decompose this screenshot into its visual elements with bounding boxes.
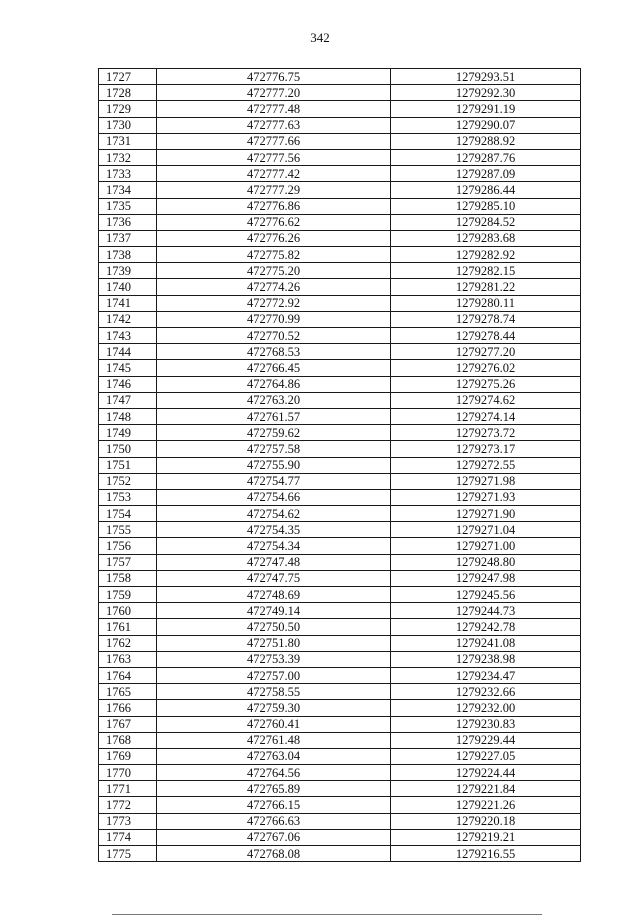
coordinate-table — [98, 68, 581, 862]
table-row — [99, 587, 581, 603]
y-coordinate-cell: 1279273.17 — [391, 441, 581, 457]
y-coordinate-cell: 1279271.93 — [391, 489, 581, 505]
table-row — [99, 376, 581, 392]
point-number-cell: 1751 — [99, 457, 157, 473]
point-number-cell: 1755 — [99, 522, 157, 538]
table-row — [99, 279, 581, 295]
x-coordinate-cell: 472764.56 — [157, 765, 391, 781]
point-number-cell: 1731 — [99, 133, 157, 149]
y-coordinate-cell: 1279277.20 — [391, 344, 581, 360]
table-row — [99, 732, 581, 748]
table-row — [99, 392, 581, 408]
table-row — [99, 457, 581, 473]
y-coordinate-cell: 1279244.73 — [391, 603, 581, 619]
y-coordinate-cell: 1279276.02 — [391, 360, 581, 376]
y-coordinate-cell: 1279229.44 — [391, 732, 581, 748]
table-row — [99, 328, 581, 344]
table-row — [99, 149, 581, 165]
x-coordinate-cell: 472759.30 — [157, 700, 391, 716]
x-coordinate-cell: 472777.29 — [157, 182, 391, 198]
x-coordinate-cell: 472777.56 — [157, 149, 391, 165]
x-coordinate-cell: 472758.55 — [157, 684, 391, 700]
x-coordinate-cell: 472775.82 — [157, 247, 391, 263]
y-coordinate-cell: 1279272.55 — [391, 457, 581, 473]
table-row — [99, 554, 581, 570]
point-number-cell: 1770 — [99, 765, 157, 781]
table-row — [99, 295, 581, 311]
table-row — [99, 344, 581, 360]
y-coordinate-cell: 1279241.08 — [391, 635, 581, 651]
table-row — [99, 684, 581, 700]
point-number-cell: 1753 — [99, 489, 157, 505]
table-row — [99, 813, 581, 829]
table-row — [99, 635, 581, 651]
y-coordinate-cell: 1279220.18 — [391, 813, 581, 829]
table-row — [99, 425, 581, 441]
point-number-cell: 1761 — [99, 619, 157, 635]
x-coordinate-cell: 472777.20 — [157, 85, 391, 101]
y-coordinate-cell: 1279224.44 — [391, 765, 581, 781]
table-row — [99, 846, 581, 862]
point-number-cell: 1773 — [99, 813, 157, 829]
x-coordinate-cell: 472777.48 — [157, 101, 391, 117]
point-number-cell: 1759 — [99, 587, 157, 603]
x-coordinate-cell: 472748.69 — [157, 587, 391, 603]
table-row — [99, 214, 581, 230]
x-coordinate-cell: 472754.34 — [157, 538, 391, 554]
point-number-cell: 1727 — [99, 69, 157, 85]
table-row — [99, 506, 581, 522]
y-coordinate-cell: 1279278.74 — [391, 311, 581, 327]
point-number-cell: 1738 — [99, 247, 157, 263]
y-coordinate-cell: 1279293.51 — [391, 69, 581, 85]
x-coordinate-cell: 472774.26 — [157, 279, 391, 295]
table-row — [99, 69, 581, 85]
table-row — [99, 360, 581, 376]
table-row — [99, 829, 581, 845]
y-coordinate-cell: 1279242.78 — [391, 619, 581, 635]
table-row — [99, 230, 581, 246]
x-coordinate-cell: 472770.99 — [157, 311, 391, 327]
point-number-cell: 1765 — [99, 684, 157, 700]
y-coordinate-cell: 1279286.44 — [391, 182, 581, 198]
coordinate-table-container — [98, 68, 580, 862]
table-row — [99, 748, 581, 764]
point-number-cell: 1737 — [99, 230, 157, 246]
point-number-cell: 1752 — [99, 473, 157, 489]
table-row — [99, 781, 581, 797]
point-number-cell: 1756 — [99, 538, 157, 554]
table-row — [99, 408, 581, 424]
y-coordinate-cell: 1279282.92 — [391, 247, 581, 263]
x-coordinate-cell: 472747.75 — [157, 570, 391, 586]
point-number-cell: 1766 — [99, 700, 157, 716]
y-coordinate-cell: 1279275.26 — [391, 376, 581, 392]
y-coordinate-cell: 1279232.00 — [391, 700, 581, 716]
y-coordinate-cell: 1279287.76 — [391, 149, 581, 165]
table-row — [99, 619, 581, 635]
y-coordinate-cell: 1279282.15 — [391, 263, 581, 279]
point-number-cell: 1747 — [99, 392, 157, 408]
bottom-rule — [112, 914, 542, 915]
y-coordinate-cell: 1279290.07 — [391, 117, 581, 133]
x-coordinate-cell: 472749.14 — [157, 603, 391, 619]
x-coordinate-cell: 472754.35 — [157, 522, 391, 538]
table-row — [99, 247, 581, 263]
table-row — [99, 198, 581, 214]
table-row — [99, 117, 581, 133]
point-number-cell: 1748 — [99, 408, 157, 424]
y-coordinate-cell: 1279271.90 — [391, 506, 581, 522]
point-number-cell: 1767 — [99, 716, 157, 732]
x-coordinate-cell: 472768.08 — [157, 846, 391, 862]
table-row — [99, 441, 581, 457]
point-number-cell: 1768 — [99, 732, 157, 748]
x-coordinate-cell: 472776.86 — [157, 198, 391, 214]
x-coordinate-cell: 472751.80 — [157, 635, 391, 651]
point-number-cell: 1760 — [99, 603, 157, 619]
table-row — [99, 765, 581, 781]
y-coordinate-cell: 1279248.80 — [391, 554, 581, 570]
x-coordinate-cell: 472765.89 — [157, 781, 391, 797]
y-coordinate-cell: 1279234.47 — [391, 667, 581, 683]
y-coordinate-cell: 1279288.92 — [391, 133, 581, 149]
x-coordinate-cell: 472766.45 — [157, 360, 391, 376]
point-number-cell: 1733 — [99, 166, 157, 182]
y-coordinate-cell: 1279230.83 — [391, 716, 581, 732]
point-number-cell: 1744 — [99, 344, 157, 360]
x-coordinate-cell: 472772.92 — [157, 295, 391, 311]
x-coordinate-cell: 472761.48 — [157, 732, 391, 748]
point-number-cell: 1771 — [99, 781, 157, 797]
x-coordinate-cell: 472763.04 — [157, 748, 391, 764]
point-number-cell: 1741 — [99, 295, 157, 311]
table-row — [99, 85, 581, 101]
x-coordinate-cell: 472777.63 — [157, 117, 391, 133]
y-coordinate-cell: 1279280.11 — [391, 295, 581, 311]
table-row — [99, 101, 581, 117]
y-coordinate-cell: 1279245.56 — [391, 587, 581, 603]
x-coordinate-cell: 472764.86 — [157, 376, 391, 392]
y-coordinate-cell: 1279287.09 — [391, 166, 581, 182]
table-row — [99, 603, 581, 619]
table-row — [99, 716, 581, 732]
x-coordinate-cell: 472770.52 — [157, 328, 391, 344]
point-number-cell: 1746 — [99, 376, 157, 392]
point-number-cell: 1742 — [99, 311, 157, 327]
coordinate-table-body — [99, 69, 581, 862]
point-number-cell: 1739 — [99, 263, 157, 279]
y-coordinate-cell: 1279221.26 — [391, 797, 581, 813]
table-row — [99, 182, 581, 198]
point-number-cell: 1762 — [99, 635, 157, 651]
table-row — [99, 311, 581, 327]
point-number-cell: 1775 — [99, 846, 157, 862]
table-row — [99, 133, 581, 149]
point-number-cell: 1740 — [99, 279, 157, 295]
point-number-cell: 1745 — [99, 360, 157, 376]
point-number-cell: 1736 — [99, 214, 157, 230]
x-coordinate-cell: 472763.20 — [157, 392, 391, 408]
x-coordinate-cell: 472777.42 — [157, 166, 391, 182]
x-coordinate-cell: 472759.62 — [157, 425, 391, 441]
y-coordinate-cell: 1279284.52 — [391, 214, 581, 230]
y-coordinate-cell: 1279292.30 — [391, 85, 581, 101]
x-coordinate-cell: 472750.50 — [157, 619, 391, 635]
y-coordinate-cell: 1279219.21 — [391, 829, 581, 845]
x-coordinate-cell: 472776.26 — [157, 230, 391, 246]
y-coordinate-cell: 1279232.66 — [391, 684, 581, 700]
y-coordinate-cell: 1279281.22 — [391, 279, 581, 295]
y-coordinate-cell: 1279247.98 — [391, 570, 581, 586]
point-number-cell: 1754 — [99, 506, 157, 522]
x-coordinate-cell: 472766.15 — [157, 797, 391, 813]
y-coordinate-cell: 1279274.14 — [391, 408, 581, 424]
y-coordinate-cell: 1279271.04 — [391, 522, 581, 538]
table-row — [99, 700, 581, 716]
table-row — [99, 473, 581, 489]
point-number-cell: 1732 — [99, 149, 157, 165]
point-number-cell: 1764 — [99, 667, 157, 683]
point-number-cell: 1734 — [99, 182, 157, 198]
table-row — [99, 667, 581, 683]
point-number-cell: 1728 — [99, 85, 157, 101]
table-row — [99, 522, 581, 538]
y-coordinate-cell: 1279221.84 — [391, 781, 581, 797]
x-coordinate-cell: 472754.62 — [157, 506, 391, 522]
table-row — [99, 166, 581, 182]
y-coordinate-cell: 1279238.98 — [391, 651, 581, 667]
point-number-cell: 1743 — [99, 328, 157, 344]
x-coordinate-cell: 472757.58 — [157, 441, 391, 457]
point-number-cell: 1769 — [99, 748, 157, 764]
x-coordinate-cell: 472761.57 — [157, 408, 391, 424]
page-number: 342 — [310, 30, 330, 45]
y-coordinate-cell: 1279291.19 — [391, 101, 581, 117]
x-coordinate-cell: 472757.00 — [157, 667, 391, 683]
x-coordinate-cell: 472776.62 — [157, 214, 391, 230]
point-number-cell: 1763 — [99, 651, 157, 667]
table-row — [99, 570, 581, 586]
point-number-cell: 1757 — [99, 554, 157, 570]
y-coordinate-cell: 1279278.44 — [391, 328, 581, 344]
point-number-cell: 1730 — [99, 117, 157, 133]
table-row — [99, 263, 581, 279]
x-coordinate-cell: 472766.63 — [157, 813, 391, 829]
table-row — [99, 489, 581, 505]
y-coordinate-cell: 1279216.55 — [391, 846, 581, 862]
point-number-cell: 1774 — [99, 829, 157, 845]
y-coordinate-cell: 1279283.68 — [391, 230, 581, 246]
x-coordinate-cell: 472775.20 — [157, 263, 391, 279]
y-coordinate-cell: 1279285.10 — [391, 198, 581, 214]
point-number-cell: 1758 — [99, 570, 157, 586]
x-coordinate-cell: 472753.39 — [157, 651, 391, 667]
point-number-cell: 1772 — [99, 797, 157, 813]
x-coordinate-cell: 472747.48 — [157, 554, 391, 570]
y-coordinate-cell: 1279274.62 — [391, 392, 581, 408]
x-coordinate-cell: 472754.77 — [157, 473, 391, 489]
y-coordinate-cell: 1279227.05 — [391, 748, 581, 764]
x-coordinate-cell: 472755.90 — [157, 457, 391, 473]
table-row — [99, 538, 581, 554]
y-coordinate-cell: 1279271.00 — [391, 538, 581, 554]
x-coordinate-cell: 472754.66 — [157, 489, 391, 505]
point-number-cell: 1750 — [99, 441, 157, 457]
x-coordinate-cell: 472767.06 — [157, 829, 391, 845]
point-number-cell: 1749 — [99, 425, 157, 441]
table-row — [99, 651, 581, 667]
x-coordinate-cell: 472777.66 — [157, 133, 391, 149]
x-coordinate-cell: 472768.53 — [157, 344, 391, 360]
x-coordinate-cell: 472760.41 — [157, 716, 391, 732]
point-number-cell: 1729 — [99, 101, 157, 117]
y-coordinate-cell: 1279273.72 — [391, 425, 581, 441]
point-number-cell: 1735 — [99, 198, 157, 214]
x-coordinate-cell: 472776.75 — [157, 69, 391, 85]
y-coordinate-cell: 1279271.98 — [391, 473, 581, 489]
table-row — [99, 797, 581, 813]
